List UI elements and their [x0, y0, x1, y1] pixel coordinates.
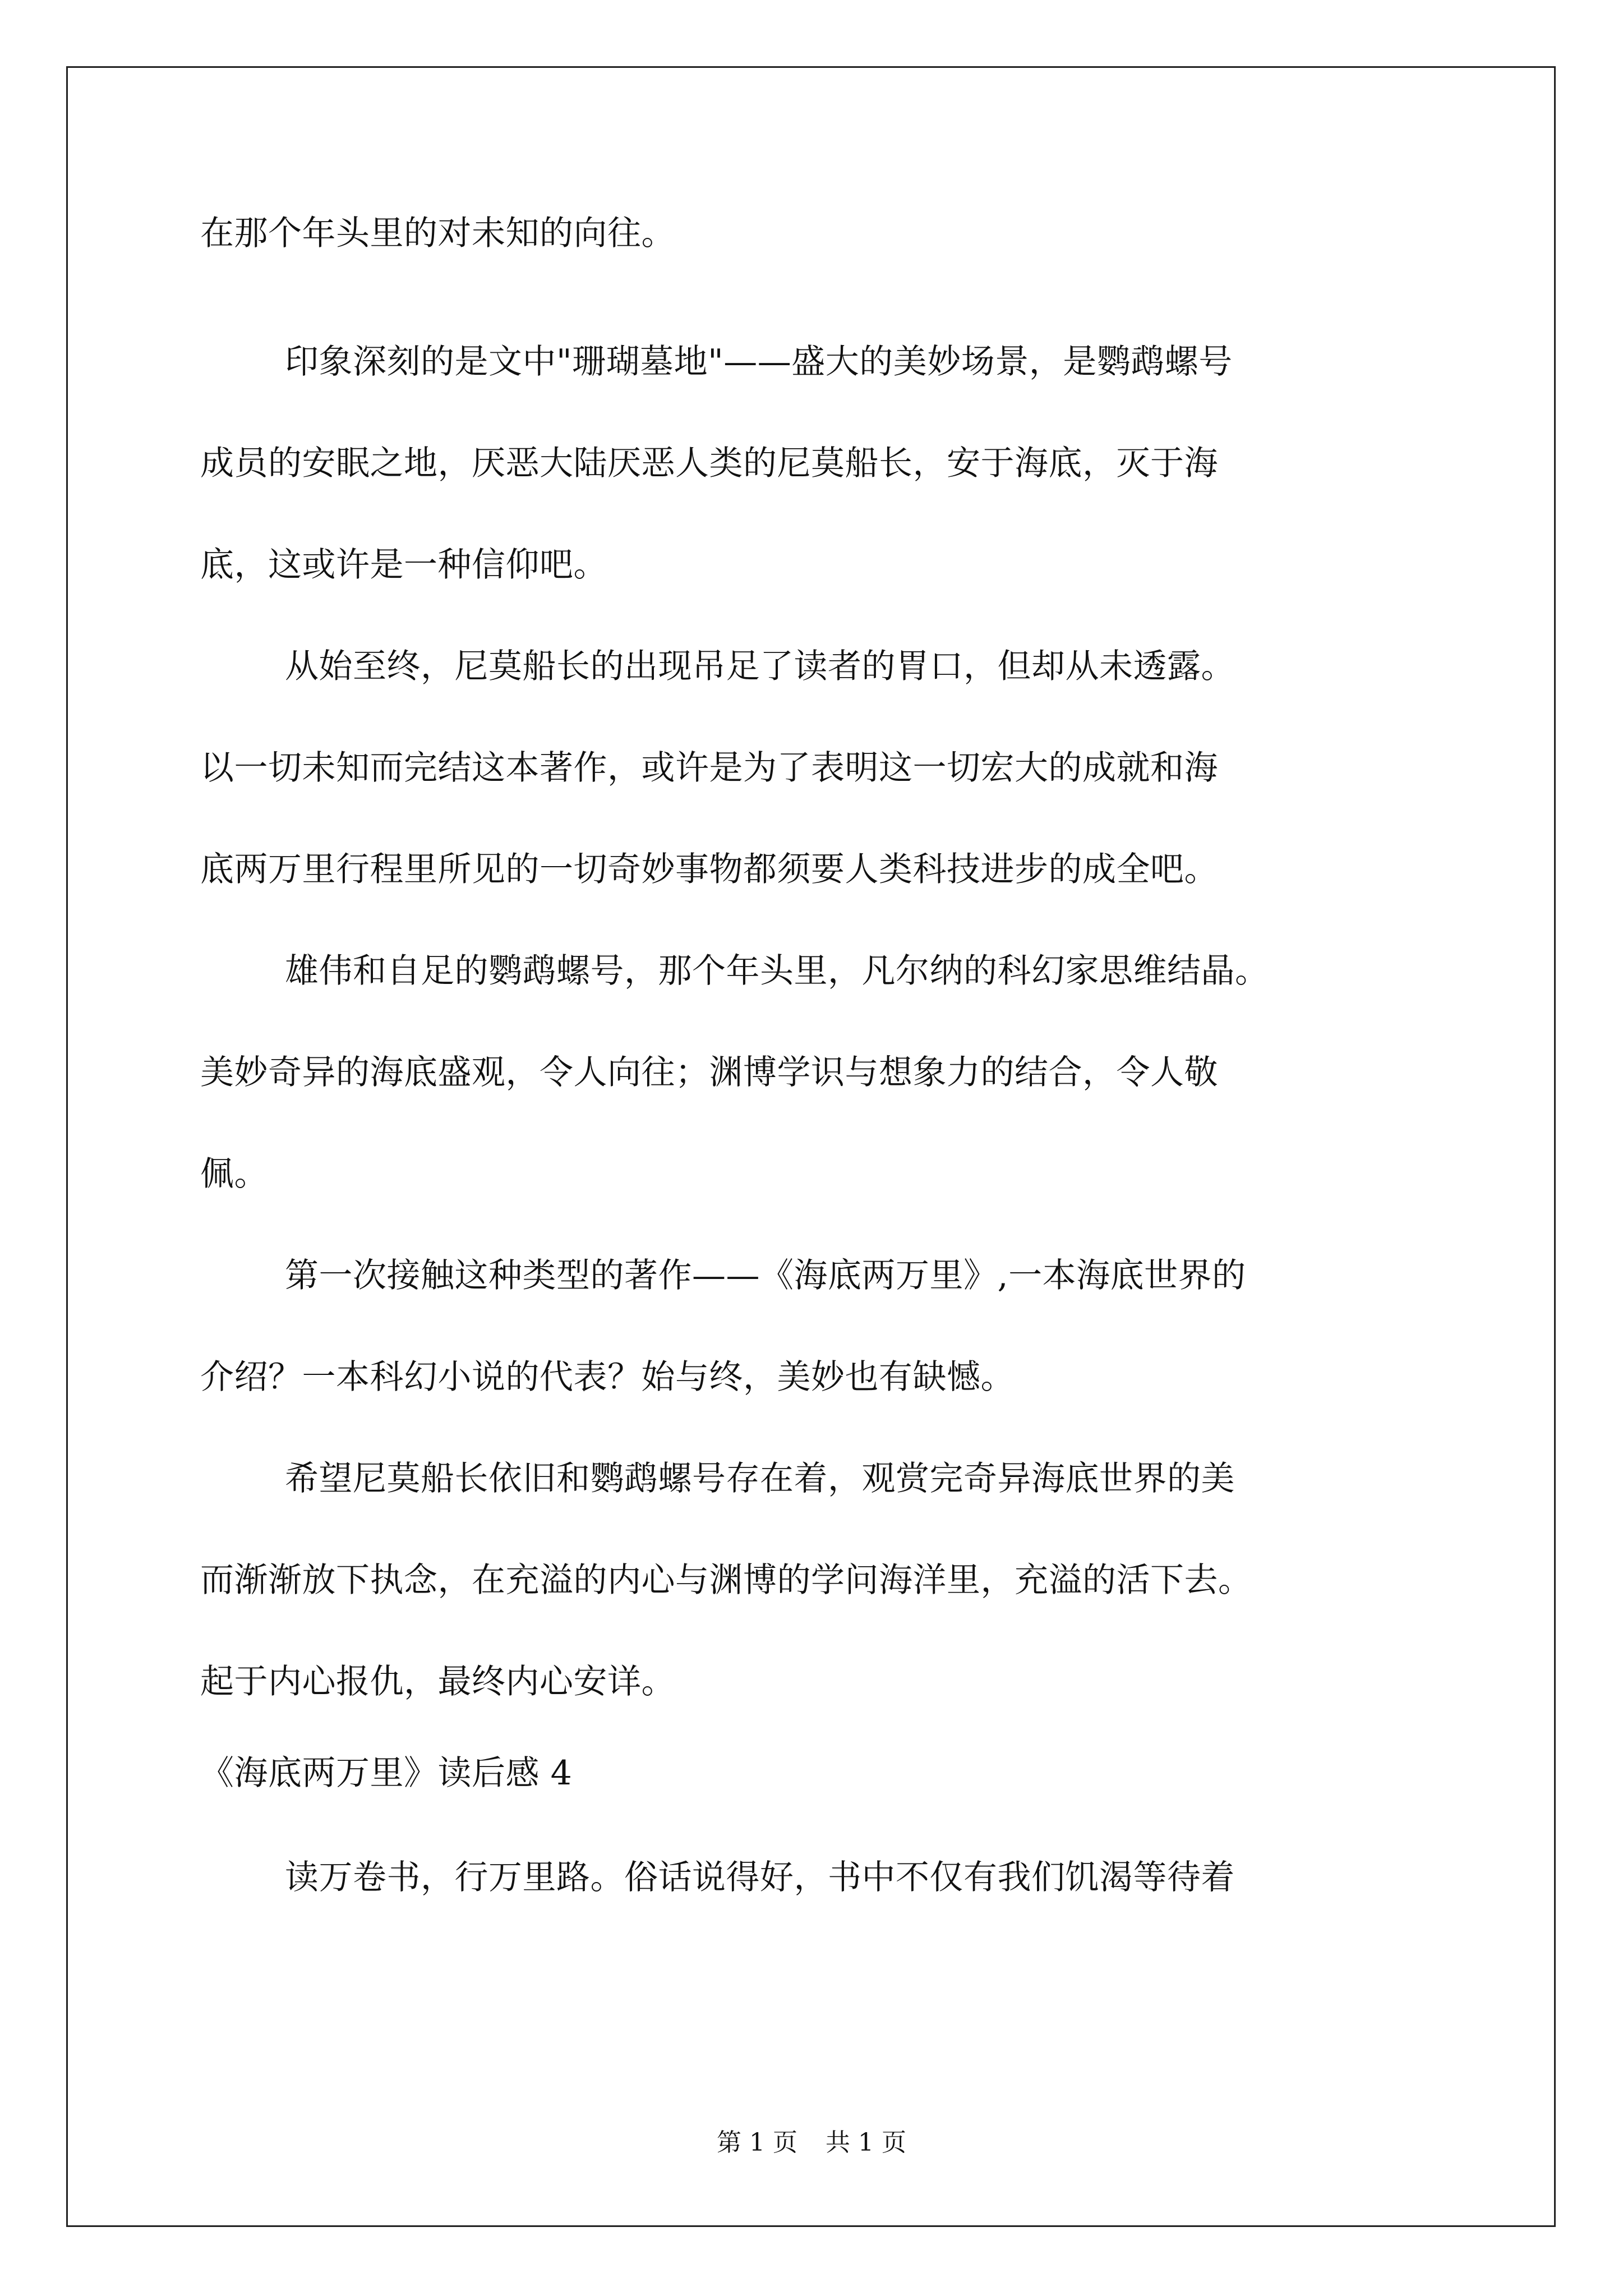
- paragraph-line: 而渐渐放下执念，在充溢的内心与渊博的学问海洋里，充溢的活下去。: [200, 1561, 1252, 1600]
- paragraph-line: 希望尼莫船长依旧和鹦鹉螺号存在着，观赏完奇异海底世界的美: [285, 1459, 1235, 1498]
- paragraph-line: 第一次接触这种类型的著作——《海底两万里》,一本海底世界的: [285, 1256, 1246, 1295]
- paragraph-line: 成员的安眠之地，厌恶大陆厌恶人类的尼莫船长，安于海底，灭于海: [200, 444, 1218, 483]
- paragraph-line: 起于内心报仇，最终内心安详。: [200, 1662, 675, 1701]
- paragraph-line: 介绍？一本科幻小说的代表？始与终，美妙也有缺憾。: [200, 1358, 1015, 1397]
- paragraph-line: 以一切未知而完结这本著作，或许是为了表明这一切宏大的成就和海: [200, 748, 1218, 788]
- page-number: 第 1 页: [717, 2128, 797, 2157]
- section-heading: 《海底两万里》读后感 4: [200, 1754, 573, 1793]
- paragraph-line: 佩。: [200, 1154, 268, 1194]
- page-footer: [0, 2126, 1623, 2160]
- paragraph-line: 底两万里行程里所见的一切奇妙事物都须要人类科技进步的成全吧。: [200, 850, 1218, 889]
- paragraph-line: 雄伟和自足的鹦鹉螺号，那个年头里，凡尔纳的科幻家思维结晶。: [285, 951, 1269, 991]
- paragraph-line: 印象深刻的是文中"珊瑚墓地"——盛大的美妙场景，是鹦鹉螺号: [285, 342, 1233, 381]
- page-border: [66, 66, 1556, 2227]
- page-total: 共 1 页: [826, 2128, 906, 2157]
- paragraph-line: 在那个年头里的对未知的向往。: [200, 214, 675, 253]
- paragraph-line: 底，这或许是一种信仰吧。: [200, 545, 607, 585]
- paragraph-line: 读万卷书，行万里路。俗话说得好，书中不仅有我们饥渴等待着: [285, 1858, 1235, 1897]
- paragraph-line: 美妙奇异的海底盛观，令人向往；渊博学识与想象力的结合，令人敬: [200, 1053, 1218, 1092]
- paragraph-line: 从始至终，尼莫船长的出现吊足了读者的胃口，但却从未透露。: [285, 647, 1235, 686]
